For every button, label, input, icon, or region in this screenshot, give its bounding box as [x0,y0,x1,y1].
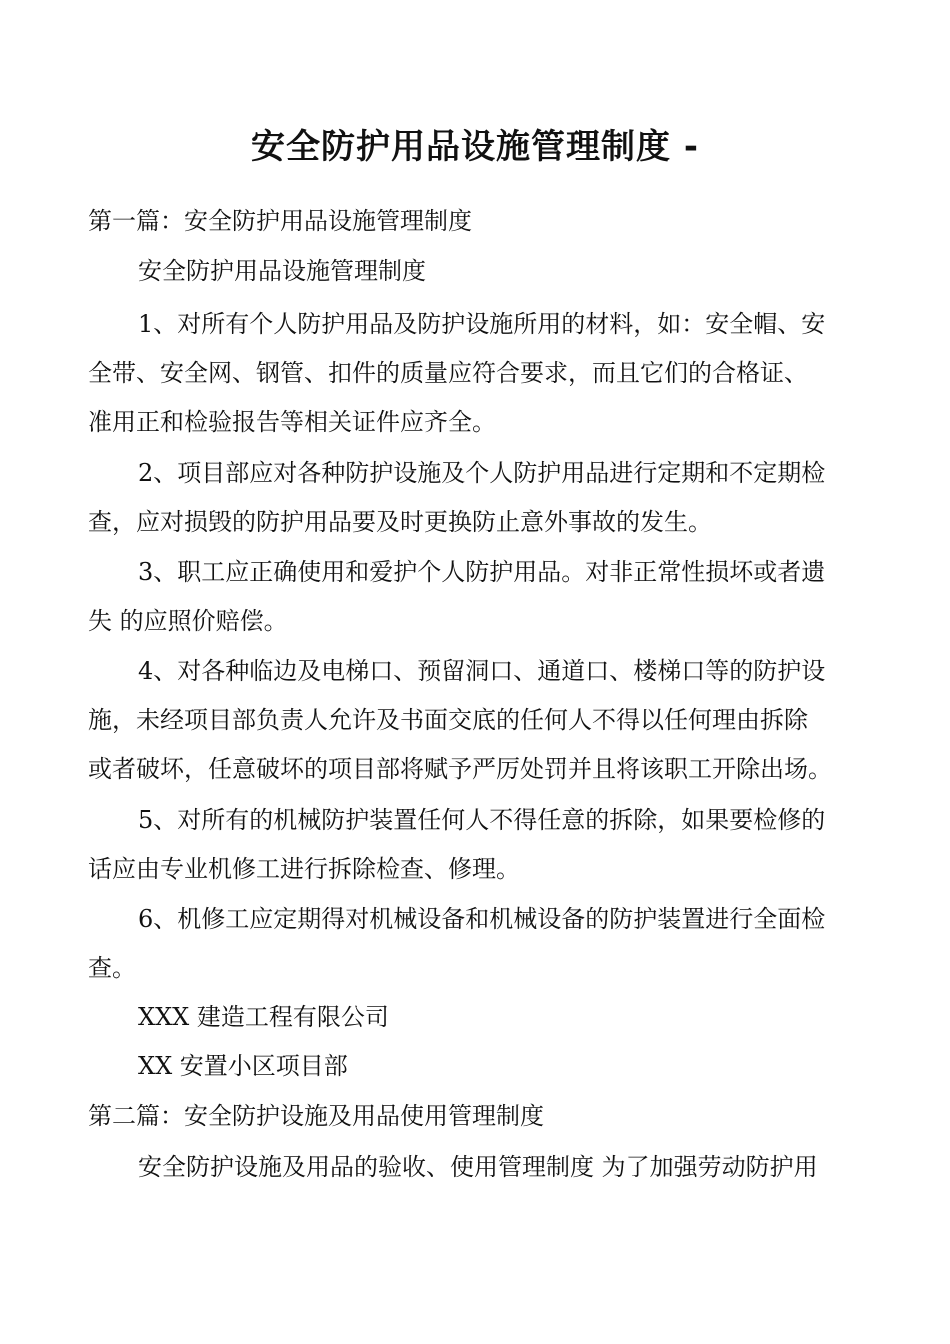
paragraph-line: 准用正和检验报告等相关证件应齐全。 [88,408,496,436]
paragraph-line: 施，未经项目部负责人允许及书面交底的任何人不得以任何理由拆除 [88,706,808,734]
paragraph-line: 查，应对损毁的防护用品要及时更换防止意外事故的发生。 [88,508,712,536]
part1-item-3 [88,548,878,646]
paragraph-line: 查。 [88,954,136,982]
paragraph-line: 1、对所有个人防护用品及防护设施所用的材料，如：安全帽、安 [138,310,826,338]
paragraph-line: 2、项目部应对各种防护设施及个人防护用品进行定期和不定期检 [138,459,826,487]
part1-heading: 第一篇：安全防护用品设施管理制度 [88,207,472,235]
part1-item-4 [88,647,878,794]
part2-heading: 第二篇：安全防护设施及用品使用管理制度 [88,1102,544,1130]
part1-item-1 [88,300,878,447]
part1-item-2 [88,449,878,547]
part2-first-line: 安全防护设施及用品的验收、使用管理制度 为了加强劳动防护用 [138,1153,818,1181]
paragraph-line: 5、对所有的机械防护装置任何人不得任意的拆除，如果要检修的 [138,806,826,834]
paragraph-line: 4、对各种临边及电梯口、预留洞口、通道口、楼梯口等的防护设 [138,657,826,685]
paragraph-line: 6、机修工应定期得对机械设备和机械设备的防护装置进行全面检 [138,905,826,933]
part1-item-5 [88,796,878,894]
paragraph-line: 全带、安全网、钢管、扣件的质量应符合要求，而且它们的合格证、 [88,359,808,387]
part1-item-6 [88,895,878,993]
paragraph-line: 失 的应照价赔偿。 [88,607,288,635]
document-title: 安全防护用品设施管理制度 - [251,127,699,167]
paragraph-line: 话应由专业机修工进行拆除检查、修理。 [88,855,520,883]
company-name: XXX 建造工程有限公司 [138,1003,389,1031]
paragraph-line: 或者破坏，任意破坏的项目部将赋予严厉处罚并且将该职工开除出场。 [88,755,832,783]
paragraph-line: 3、职工应正确使用和爱护个人防护用品。对非正常性损坏或者遗 [138,558,826,586]
department-name: XX 安置小区项目部 [138,1052,348,1080]
part1-subtitle: 安全防护用品设施管理制度 [138,257,426,285]
